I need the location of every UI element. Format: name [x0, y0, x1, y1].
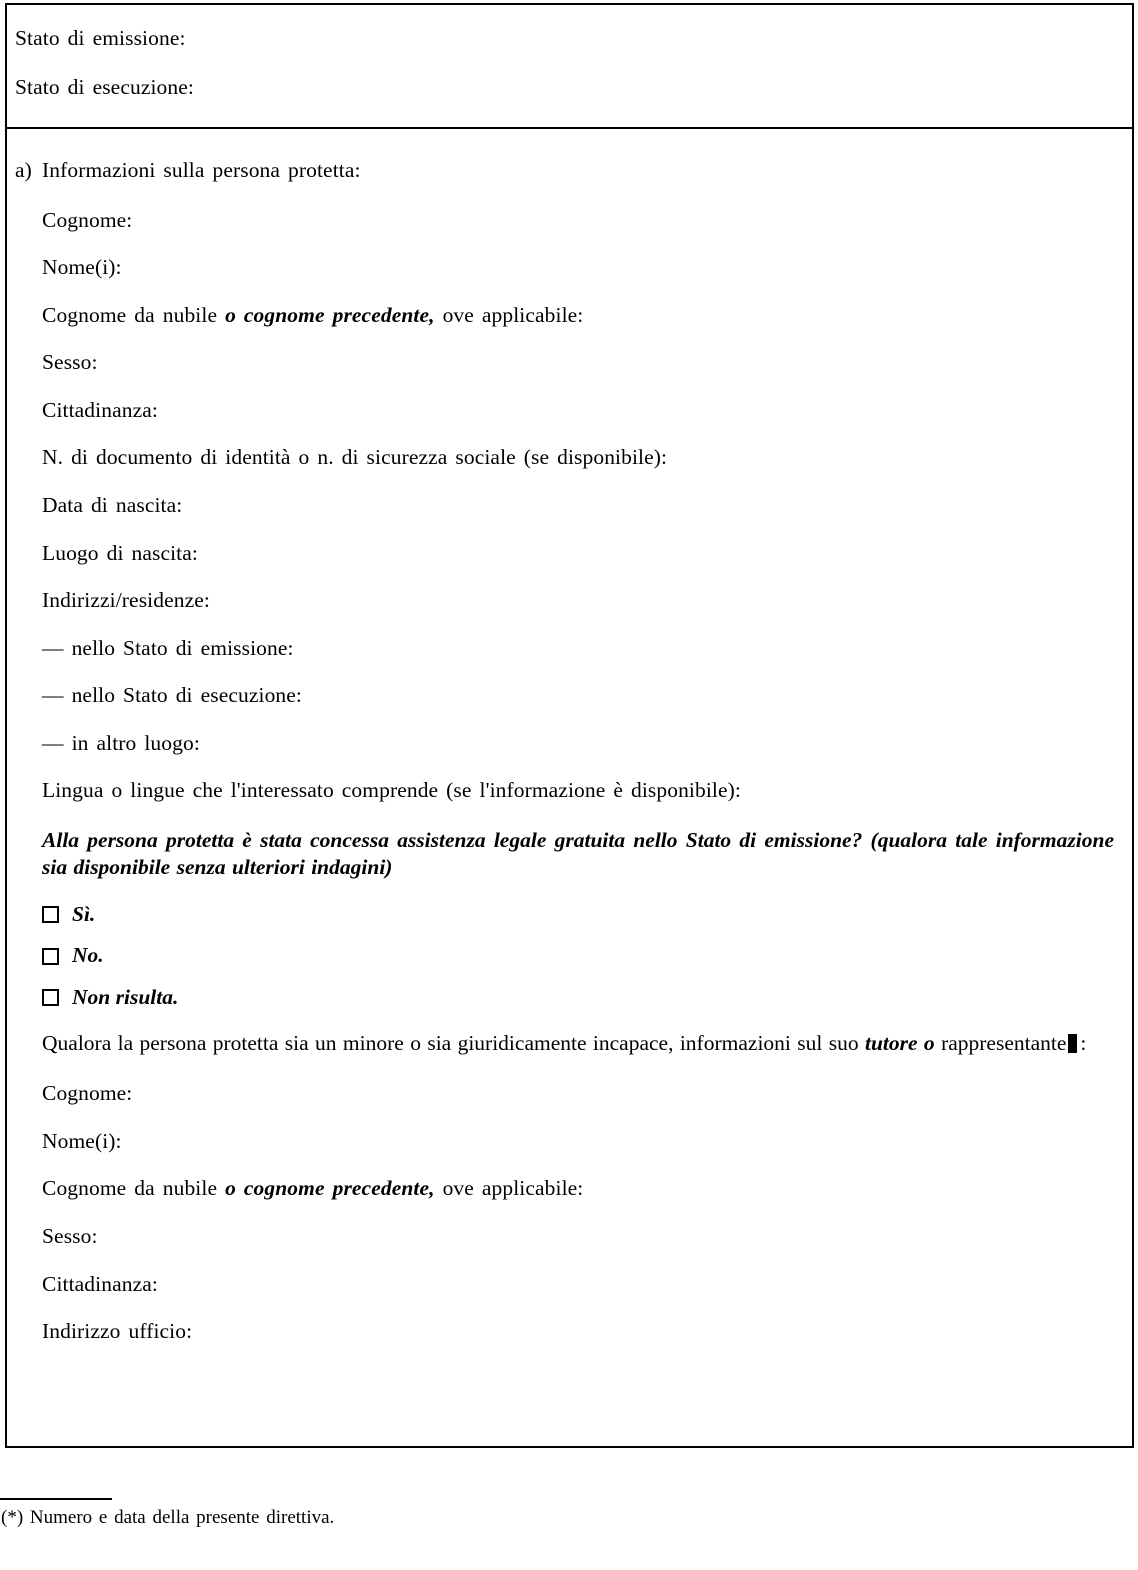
legal-aid-question-text: Alla persona protetta è stata concessa assistenza legale gratuita nello Stato di emissione? (qualora tale informazione sia disponibile senza ulteriori indagini) [42, 827, 1114, 880]
legal-aid-option-no-label: No. [72, 943, 104, 968]
legal-aid-option-si[interactable] [7, 901, 1132, 926]
field-indirizzi-residenze: Indirizzi/residenze: [42, 588, 210, 613]
guardian-field-cittadinanza: Cittadinanza: [42, 1271, 158, 1296]
form-body-cell [7, 129, 1132, 1343]
footnote [0, 1498, 1138, 1529]
guardian-intro-pre: Qualora la persona protetta sia un minore o sia giuridicamente incapace, informazioni sul suo [42, 1031, 865, 1056]
field-cognome-da-nubile-post: ove applicabile: [434, 302, 584, 327]
executing-state-label: Stato di esecuzione: [15, 74, 194, 99]
footnote-separator-rule [0, 1498, 112, 1500]
field-sesso: Sesso: [42, 350, 98, 375]
section-a-heading [7, 159, 1132, 182]
footnote-text: (*) Numero e data della presente direttiva. [1, 1507, 335, 1528]
form-header-cell [7, 5, 1132, 129]
field-luogo-nascita: Luogo di nascita: [42, 540, 198, 565]
field-lingua: Lingua o lingue che l'interessato comprende (se l'informazione è disponibile): [42, 778, 741, 803]
guardian-field-nome: Nome(i): [42, 1128, 122, 1153]
field-cognome-da-nubile-emphasis: o cognome precedente, [225, 302, 435, 327]
checkbox-icon[interactable] [42, 906, 59, 923]
guardian-intro-post: rappresentante [934, 1031, 1067, 1056]
field-cognome-da-nubile-pre: Cognome da nubile [42, 302, 226, 327]
field-cognome: Cognome: [42, 207, 133, 232]
guardian-intro-paragraph [7, 1030, 1132, 1058]
guardian-field-indirizzo-ufficio: Indirizzo ufficio: [42, 1319, 193, 1344]
guardian-field-cognome-da-nubile-post: ove applicabile: [434, 1176, 584, 1201]
guardian-field-cognome-da-nubile [7, 1177, 1132, 1200]
guardian-field-cognome: Cognome: [42, 1081, 133, 1106]
form-table-box [5, 3, 1134, 1448]
guardian-field-cognome-da-nubile-pre: Cognome da nubile [42, 1176, 226, 1201]
legal-aid-option-si-label: Sì. [72, 901, 96, 926]
field-nome: Nome(i): [42, 255, 122, 280]
guardian-intro-emphasis: tutore o [864, 1031, 935, 1056]
guardian-intro-end: : [1080, 1031, 1087, 1056]
guardian-field-cognome-da-nubile-emphasis: o cognome precedente, [225, 1176, 435, 1201]
field-documento-identita: N. di documento di identità o n. di sicurezza sociale (se disponibile): [42, 445, 668, 470]
checkbox-icon[interactable] [42, 989, 59, 1006]
legal-aid-option-non-risulta-label: Non risulta. [72, 984, 179, 1009]
field-cognome-da-nubile [7, 304, 1132, 327]
guardian-field-sesso: Sesso: [42, 1224, 98, 1249]
legal-aid-option-no[interactable] [7, 945, 1132, 967]
legal-aid-option-non-risulta[interactable] [7, 984, 1132, 1009]
field-data-nascita: Data di nascita: [42, 492, 183, 517]
issuing-state-label: Stato di emissione: [15, 26, 186, 50]
checkbox-icon[interactable] [42, 948, 59, 965]
redaction-block-icon [1068, 1034, 1077, 1053]
field-indirizzo-stato-esecuzione: — nello Stato di esecuzione: [42, 683, 302, 708]
section-a-title: Informazioni sulla persona protetta: [42, 158, 361, 182]
field-indirizzo-altro-luogo: — in altro luogo: [42, 730, 200, 755]
field-cittadinanza: Cittadinanza: [42, 397, 158, 422]
field-indirizzo-stato-emissione: — nello Stato di emissione: [42, 635, 294, 660]
section-a-marker: a) [15, 158, 32, 182]
